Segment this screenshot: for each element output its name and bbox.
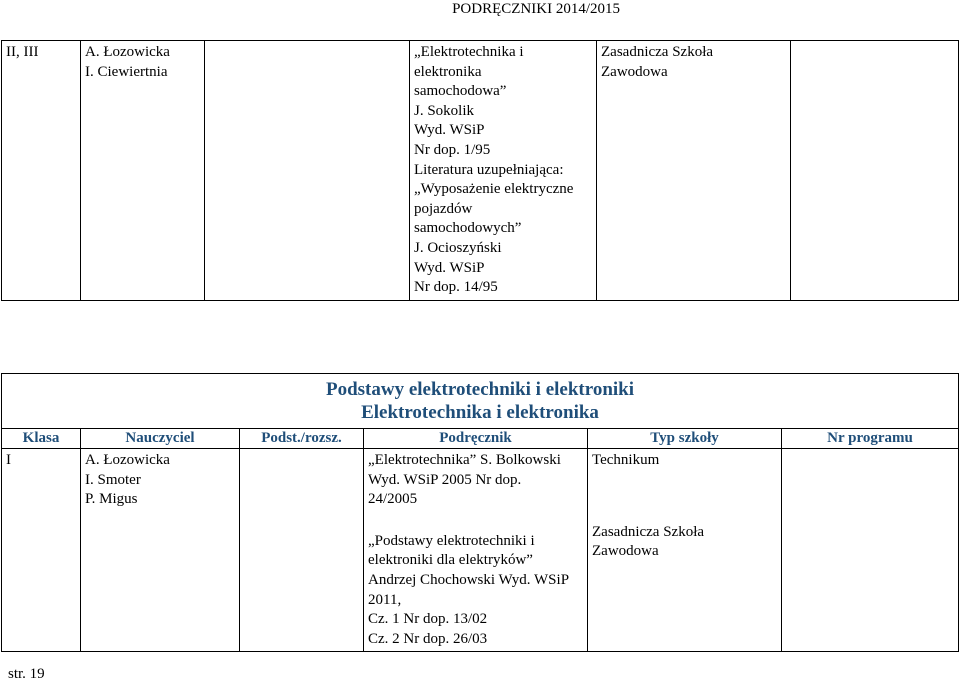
textbook-line: Wyd. WSiP xyxy=(414,259,485,276)
textbook-line: 24/2005 xyxy=(368,491,418,508)
section-title xyxy=(2,374,959,429)
textbook-line: Cz. 2 Nr dop. 26/03 xyxy=(368,630,488,647)
entry-spacer xyxy=(592,471,777,523)
section-title-line2: Elektrotechnika i elektronika xyxy=(361,402,599,423)
textbook-line: „Wyposażenie elektryczne xyxy=(414,181,574,198)
textbook-line: J. Ocioszyński xyxy=(414,239,502,256)
entry-spacer xyxy=(368,510,583,532)
column-header-school-type: Typ szkoły xyxy=(588,429,782,449)
page-header-title: PODRĘCZNIKI 2014/2015 xyxy=(452,1,620,17)
school-type-line: Zawodowa xyxy=(601,63,668,80)
program-number-cell xyxy=(782,449,959,652)
textbook-entry-1 xyxy=(368,451,583,510)
textbook-line: elektronika xyxy=(414,63,482,80)
top-textbook-table xyxy=(1,40,959,301)
school-type-cell xyxy=(588,449,782,652)
textbook-line: „Podstawy elektrotechniki i xyxy=(368,532,535,549)
school-type-cell xyxy=(597,41,791,301)
column-header-textbook: Podręcznik xyxy=(364,429,588,449)
table-row xyxy=(2,449,959,652)
class-cell: I xyxy=(2,449,81,652)
textbook-line: Literatura uzupełniająca: xyxy=(414,161,564,178)
page-number: str. 19 xyxy=(8,666,45,682)
textbook-line: Nr dop. 1/95 xyxy=(414,141,491,158)
textbook-line: Wyd. WSiP xyxy=(414,122,485,139)
column-header-class: Klasa xyxy=(2,429,81,449)
textbook-line: 2011, xyxy=(368,591,402,608)
school-type-line: Zawodowa xyxy=(592,543,659,560)
textbook-line: pojazdów xyxy=(414,200,473,217)
textbook-line: Cz. 1 Nr dop. 13/02 xyxy=(368,611,488,628)
level-cell xyxy=(240,449,364,652)
section-title-line1: Podstawy elektrotechniki i elektroniki xyxy=(325,379,635,400)
teacher-cell xyxy=(81,449,240,652)
textbook-line: Andrzej Chochowski Wyd. WSiP xyxy=(368,571,570,588)
textbook-line: „Elektrotechnika i xyxy=(414,44,524,60)
teacher-name: A. Łozowicka xyxy=(85,452,170,468)
level-cell xyxy=(205,41,410,301)
column-header-program-number: Nr programu xyxy=(782,429,959,449)
school-type-line: Zasadnicza Szkoła xyxy=(601,44,714,60)
column-header-level: Podst./rozsz. xyxy=(240,429,364,449)
textbook-line: Nr dop. 14/95 xyxy=(414,279,498,296)
textbook-line: J. Sokolik xyxy=(414,102,475,119)
table-row xyxy=(2,41,959,301)
textbook-line: samochodowa” xyxy=(414,83,507,100)
textbook-cell xyxy=(364,449,588,652)
textbook-line: Wyd. WSiP 2005 Nr dop. xyxy=(368,471,522,488)
teacher-name: P. Migus xyxy=(85,491,138,508)
textbook-line: „Elektrotechnika” S. Bolkowski xyxy=(368,452,561,468)
textbook-entry-2 xyxy=(368,532,583,650)
column-header-row xyxy=(2,429,959,449)
column-header-teacher: Nauczyciel xyxy=(81,429,240,449)
textbook-line: samochodowych” xyxy=(414,220,522,237)
textbook-line: elektroniki dla elektryków” xyxy=(368,552,533,569)
school-type-line: Zasadnicza Szkoła xyxy=(592,523,705,540)
teacher-name: A. Łozowicka xyxy=(85,44,170,60)
teacher-cell xyxy=(81,41,205,301)
school-type-line: Technikum xyxy=(592,452,660,468)
class-cell: II, III xyxy=(2,41,81,301)
textbook-cell xyxy=(410,41,597,301)
teacher-name: I. Smoter xyxy=(85,471,141,488)
electrotechnics-textbook-table xyxy=(1,373,959,652)
program-number-cell xyxy=(791,41,959,301)
teacher-name: I. Ciewiertnia xyxy=(85,63,168,80)
